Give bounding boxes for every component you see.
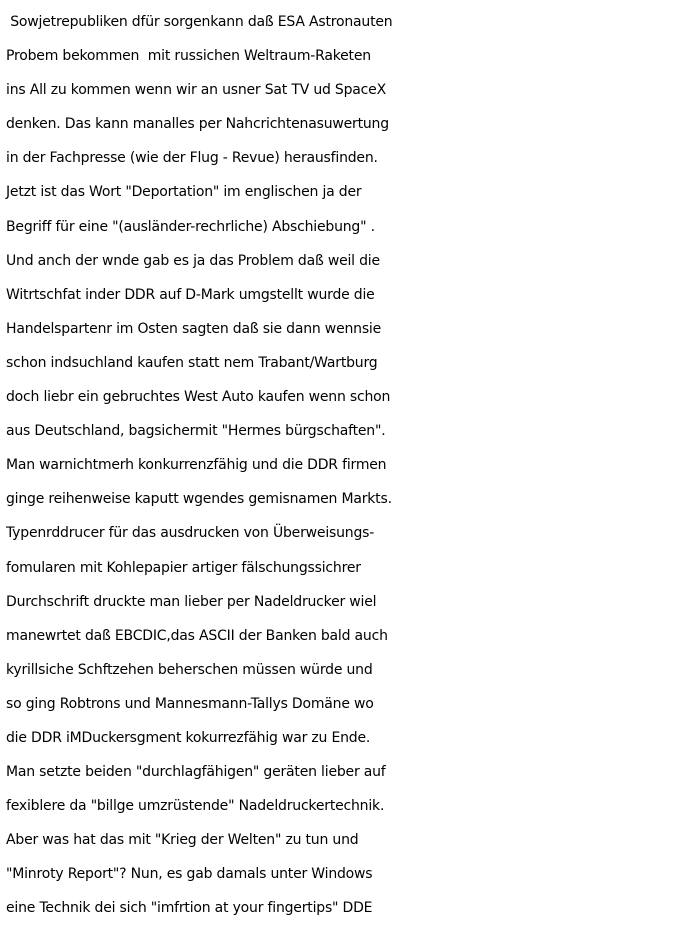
text-line-16: Typenrddrucer für das ausdrucken von Überweisungs-: [6, 525, 375, 542]
text-line-3: ins All zu kommen wenn wir an usner Sat TV ud SpaceX: [6, 82, 386, 99]
text-line-21: so ging Robtrons und Mannesmann-Tallys Domäne wo: [6, 695, 374, 712]
text-line-5: in der Fachpresse (wie der Flug - Revue) herausfinden.: [6, 150, 378, 167]
text-line-23: Man setzte beiden "durchlagfähigen" geräten lieber auf: [6, 764, 386, 781]
text-line-26: "Minroty Report"? Nun, es gab damals unter Windows: [6, 866, 373, 883]
text-line-1: Sowjetrepubliken dfür sorgenkann daß ESA Astronauten: [6, 14, 393, 30]
text-line-18: Durchschrift druckte man lieber per Nadeldrucker wiel: [6, 593, 377, 610]
text-line-6: Jetzt ist das Wort "Deportation" im englischen ja der: [6, 184, 362, 201]
text-line-12: doch liebr ein gebruchtes West Auto kaufen wenn schon: [6, 389, 391, 406]
text-line-20: kyrillsiche Schftzehen beherschen müssen würde und: [6, 661, 373, 678]
text-line-8: Und anch der wnde gab es ja das Problem daß weil die: [6, 252, 380, 269]
text-line-17: fomularen mit Kohlepapier artiger fälschungssichrer: [6, 559, 361, 576]
text-line-4: denken. Das kann manalles per Nahcrichtenasuwertung: [6, 116, 389, 133]
text-line-7: Begriff für eine "(ausländer-rechrliche) Abschiebung" .: [6, 218, 375, 235]
text-line-2: Probem bekommen mit russichen Weltraum-Raketen: [6, 48, 371, 65]
text-line-13: aus Deutschland, bagsichermit "Hermes bürgschaften".: [6, 423, 386, 440]
text-line-24: fexiblere da "billge umzrüstende" Nadeldruckertechnik.: [6, 798, 385, 815]
text-line-11: schon indsuchland kaufen statt nem Trabant/Wartburg: [6, 354, 378, 371]
text-line-27: eine Technik dei sich "imfrtion at your fingertips" DDE: [6, 900, 373, 917]
text-line-19: manewrtet daß EBCDIC,das ASCII der Banken bald auch: [6, 627, 388, 644]
text-line-22: die DDR iMDuckersgment kokurrezfähig war zu Ende.: [6, 729, 371, 746]
body-text: [6, 5, 684, 926]
text-line-9: Witrtschfat inder DDR auf D-Mark umgstellt wurde die: [6, 286, 375, 303]
text-line-14: Man warnichtmerh konkurrenzfähig und die DDR firmen: [6, 457, 387, 474]
text-line-15: ginge reihenweise kaputt wgendes gemisnamen Markts.: [6, 491, 392, 508]
text-line-10: Handelspartenr im Osten sagten daß sie dann wennsie: [6, 320, 382, 337]
text-line-25: Aber was hat das mit "Krieg der Welten" zu tun und: [6, 832, 359, 849]
